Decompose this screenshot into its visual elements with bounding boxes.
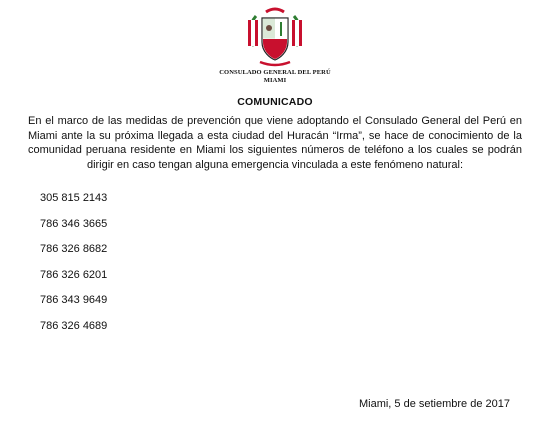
body-text: En el marco de las medidas de prevención que viene adoptando el Consulado General del Perú en Miami ante la su próxima llegada a esta ciudad del Huracán “Irma”, se hace de conocimiento de la comunidad peruana residente en Miami los siguientes números de teléfono a los cuales se podrán dirigir en caso tengan alguna emergencia vinculada a este fenómeno natural: xyxy=(28,115,522,171)
document-title: COMUNICADO xyxy=(237,96,313,108)
phone-list xyxy=(40,191,107,344)
phone-number: 786 326 4689 xyxy=(40,319,108,332)
phone-number: 786 326 6201 xyxy=(40,268,108,281)
phone-number: 786 326 8682 xyxy=(40,243,108,255)
coat-of-arms-logo xyxy=(240,6,310,68)
body-paragraph xyxy=(28,114,522,172)
phone-number: 786 346 3665 xyxy=(40,217,108,230)
phone-number: 786 343 9649 xyxy=(40,294,108,306)
consulate-header xyxy=(0,6,550,85)
place-date: Miami, 5 de setiembre de 2017 xyxy=(358,398,510,410)
consulate-name: CONSULADO GENERAL DEL PERÚ xyxy=(219,69,331,76)
phone-number: 305 815 2143 xyxy=(40,192,108,204)
consulate-city: MIAMI xyxy=(263,77,287,84)
